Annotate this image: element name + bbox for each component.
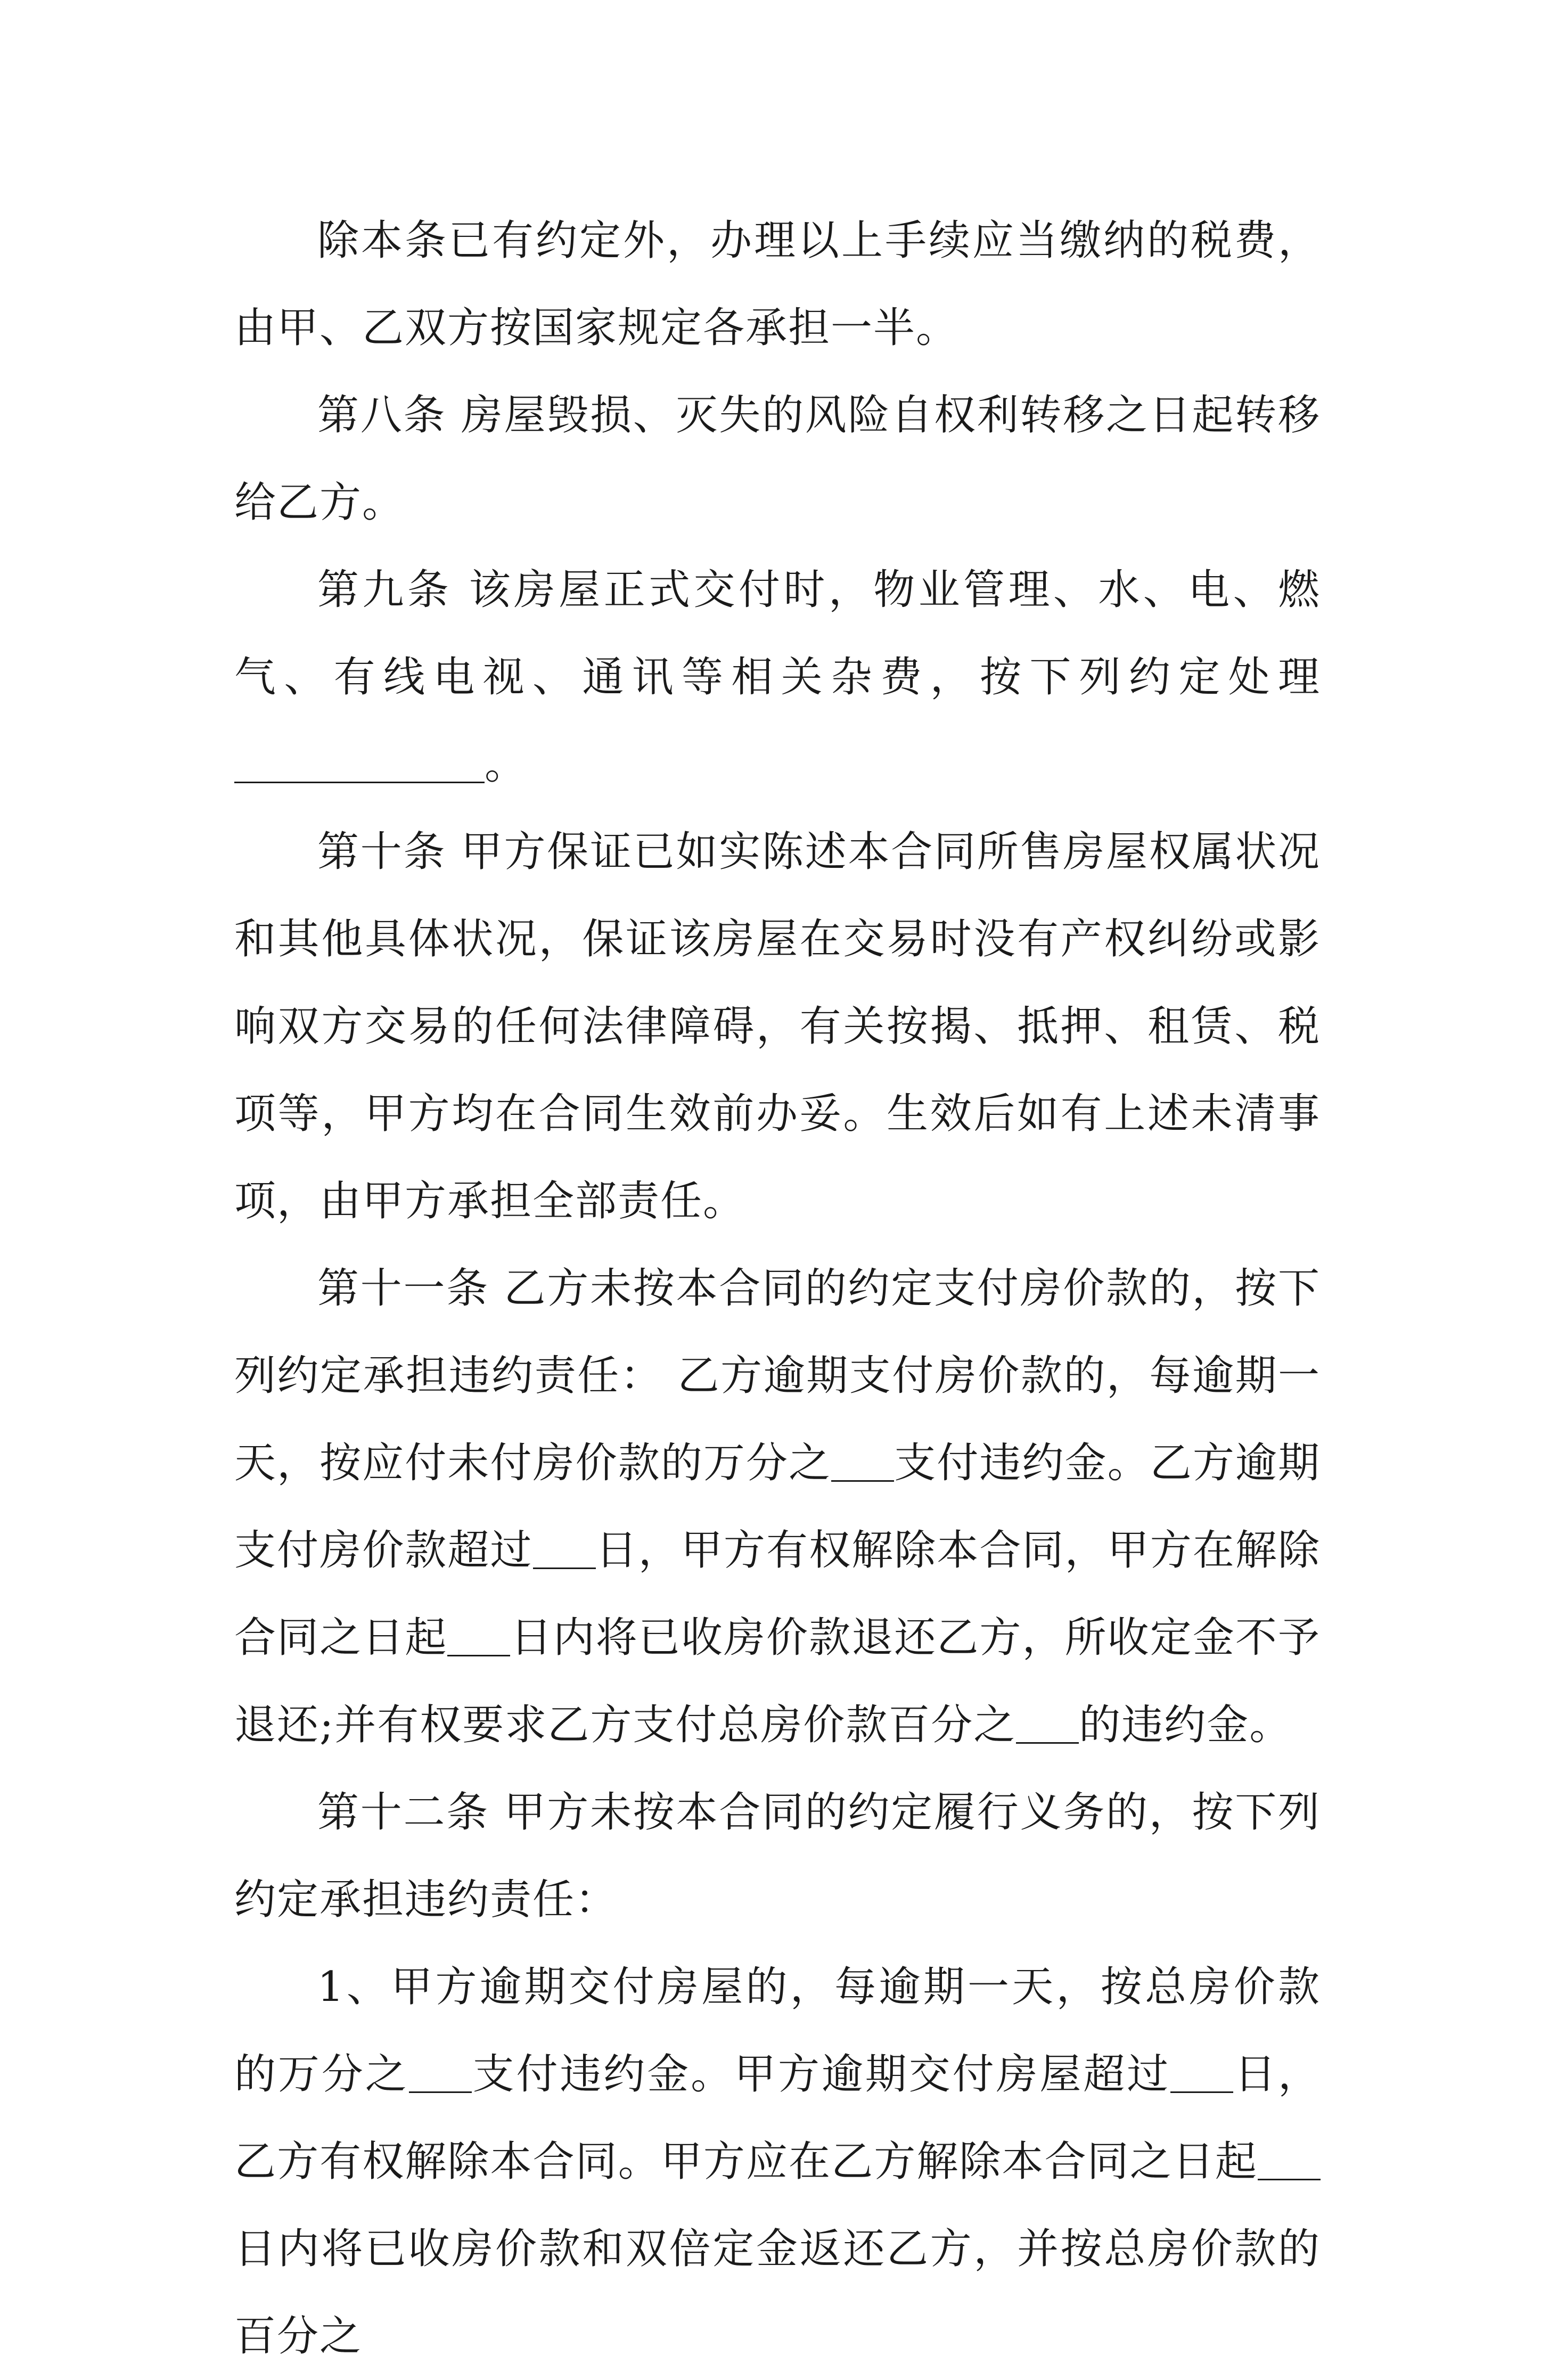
document-paragraph [234,808,1321,1245]
paragraph-text: 日，甲方有权解除本合同，甲方在解除合同之日起 [234,1527,1321,1662]
document-body [234,197,1321,2380]
fill-in-blank-line [533,1526,596,1569]
fill-in-blank-line [831,1439,894,1482]
fill-in-blank-line [1258,2137,1321,2180]
paragraph-text: 第十一条 乙方未按本合同的约定支付房价款的，按下列约定承担违约责任： 乙方逾期支付房价款的，每逾期一天，按应付未付房价款的万分之 [234,1265,1321,1487]
fill-in-blank-line [234,740,485,783]
paragraph-text: 第八条 房屋毁损、灭失的风险自权利转移之日起转移给乙方。 [234,391,1321,527]
document-paragraph [234,1769,1321,1943]
fill-in-blank-line [409,2050,472,2093]
document-paragraph [234,1943,1321,2380]
paragraph-text: 第十条 甲方保证已如实陈述本合同所售房屋权属状况和其他具体状况，保证该房屋在交易时没有产权纠纷或影响双方交易的任何法律障碍，有关按揭、抵押、租赁、税项等，甲方均在合同生效前办妥。生效后如有上述未清事项，由甲方承担全部责任。 [234,828,1321,1225]
paragraph-text: 日内将已收房价款退还乙方，所收定金不予退还;并有权要求乙方支付总房价款百分之 [234,1614,1321,1749]
paragraph-text: 支付违约金。甲方逾期交付房屋超过 [471,2050,1171,2098]
fill-in-blank-line [447,1613,510,1656]
document-paragraph [234,197,1321,372]
paragraph-text: 第十二条 甲方未按本合同的约定履行义务的，按下列约定承担违约责任： [234,1788,1321,1924]
fill-in-blank-line [1170,2050,1233,2093]
paragraph-text: 。 [485,741,528,789]
paragraph-text: 日内将已收房价款和双倍定金返还乙方，并按总房价款的百分之 [234,2225,1321,2360]
document-paragraph [234,372,1321,546]
paragraph-text: 支付违约金。乙方逾期支付房价款超过 [234,1439,1321,1574]
fill-in-blank-line [1016,1701,1079,1744]
document-paragraph [234,1245,1321,1769]
document-paragraph [234,546,1321,808]
paragraph-text: 1、甲方逾期交付房屋的，每逾期一天，按总房价款的万分之 [234,1963,1321,2098]
paragraph-text: 第九条 该房屋正式交付时，物业管理、水、电、燃气、有线电视、通讯等相关杂费，按下列约定处理 [234,566,1321,701]
paragraph-text: 日，乙方有权解除本合同。甲方应在乙方解除本合同之日起 [234,2050,1321,2186]
paragraph-text: 的违约金。 [1079,1701,1292,1749]
paragraph-text: 除本条已有约定外，办理以上手续应当缴纳的税费，由甲、乙双方按国家规定各承担一半。 [234,217,1321,352]
